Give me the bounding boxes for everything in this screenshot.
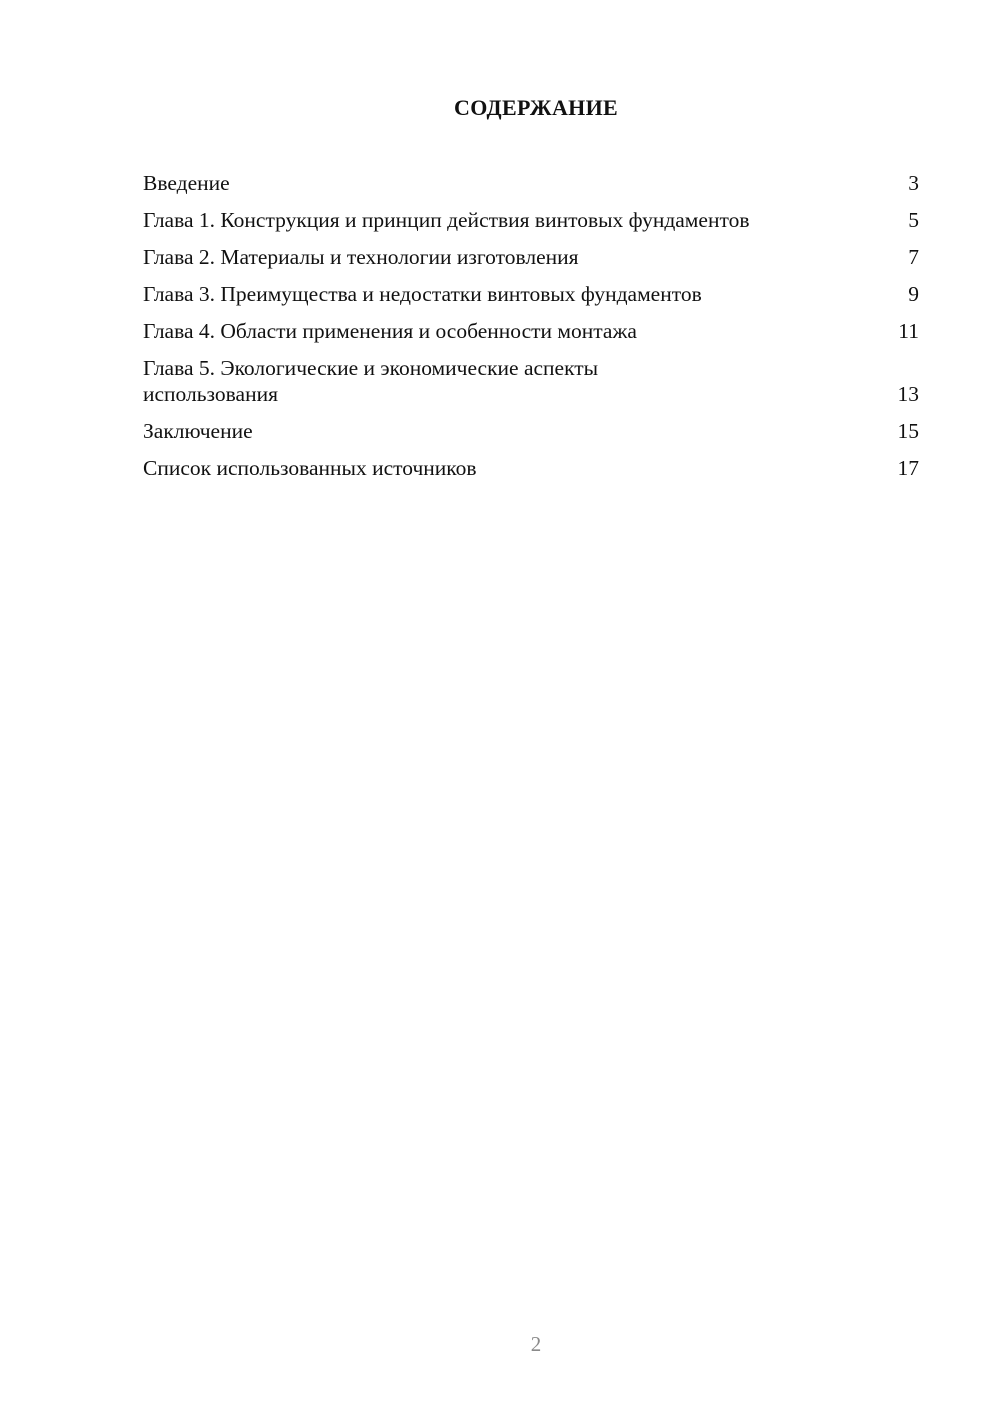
toc-entry-title: Глава 4. Области применения и особенности монтажа: [143, 319, 637, 343]
toc-entry-page: 5: [908, 208, 919, 232]
toc-entry-chapter-2[interactable]: [143, 244, 919, 270]
page-title: СОДЕРЖАНИЕ: [454, 95, 618, 120]
toc-entry-title: Список использованных источников: [143, 456, 477, 480]
toc-entry-page: 3: [908, 171, 919, 195]
toc-entry-references[interactable]: [143, 455, 919, 481]
toc-entry-page: 9: [908, 282, 919, 306]
toc-entry-title: Введение: [143, 171, 230, 195]
toc-entry-title: Глава 2. Материалы и технологии изготовления: [143, 245, 579, 269]
toc-entry-page: 17: [897, 456, 919, 480]
page-number: 2: [530, 1332, 542, 1356]
toc-entry-title: Глава 3. Преимущества и недостатки винтовых фундаментов: [143, 282, 702, 306]
toc-entry-title: Глава 5. Экологические и экономические аспекты использования: [143, 356, 599, 406]
toc-entry-page: 7: [908, 245, 919, 269]
toc-entry-page: 11: [898, 319, 919, 343]
toc-entry-conclusion[interactable]: [143, 418, 919, 444]
toc-entry-chapter-1[interactable]: [143, 207, 919, 233]
toc-entry-introduction[interactable]: [143, 170, 919, 196]
toc-entry-title: Глава 1. Конструкция и принцип действия винтовых фундаментов: [143, 208, 750, 232]
table-of-contents: [143, 170, 919, 492]
toc-entry-title: Заключение: [143, 419, 253, 443]
toc-entry-chapter-5[interactable]: [143, 355, 919, 407]
toc-entry-chapter-3[interactable]: [143, 281, 919, 307]
toc-entry-page: 15: [897, 419, 919, 443]
toc-entry-chapter-4[interactable]: [143, 318, 919, 344]
toc-entry-page: 13: [897, 382, 919, 406]
